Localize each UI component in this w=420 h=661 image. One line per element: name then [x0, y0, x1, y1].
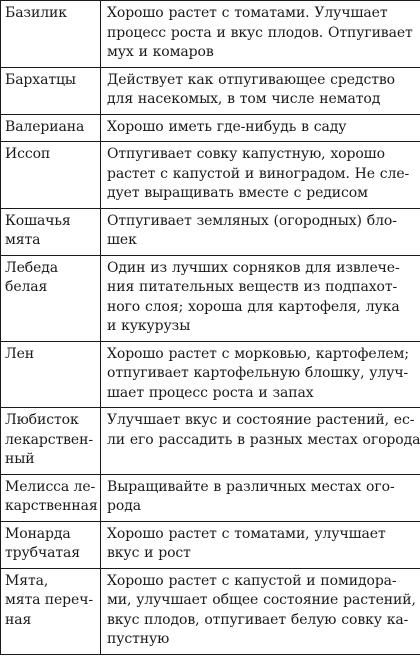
plant-description-line: Улучшает вкус и состояние растений, ес-: [107, 412, 415, 428]
plant-description-line: шает процесс роста и запах: [107, 384, 314, 401]
plant-name-line: Мелисса ле-: [5, 478, 96, 495]
plant-description-line: дует выращивать вместе с редисом: [107, 185, 368, 201]
plant-name-cell: [1, 255, 101, 341]
plant-description-cell: [101, 568, 420, 654]
plant-description-line: шек: [107, 232, 137, 248]
plant-name-line: Базилик: [5, 5, 67, 21]
plant-name-line: ная: [5, 611, 32, 628]
plant-description-line: Хорошо иметь где-нибудь в саду: [107, 118, 347, 135]
plant-description-line: ли его рассадить в разных местах огорода: [107, 431, 420, 448]
plant-description-line: Отпугивает совку капустную, хорошо: [107, 146, 385, 162]
plant-name-line: Любисток: [5, 412, 79, 428]
plant-name-line: Мята,: [5, 572, 49, 589]
plant-description-cell: [101, 521, 420, 568]
plant-name-line: Валериана: [5, 118, 85, 135]
plant-name-line: Монарда: [5, 525, 71, 542]
plant-description-cell: [101, 67, 420, 114]
plant-description-line: отпугивает картофельную блошку, улуч-: [107, 365, 409, 381]
plant-name-cell: [1, 408, 101, 475]
plant-name-line: мята переч-: [5, 592, 94, 608]
table-row: [1, 114, 420, 142]
table-row: [1, 521, 420, 568]
plant-description-line: вкус и рост: [107, 545, 191, 561]
plant-description-line: пустную: [107, 631, 170, 647]
plant-description-line: Выращивайте в различных местах ого-: [107, 478, 395, 495]
plant-description-line: растет с капустой и виноградом. Не сле-: [107, 165, 410, 182]
plant-name-line: лекарствен-: [5, 431, 93, 448]
table-row: [1, 67, 420, 114]
plant-description-line: Хорошо растет с морковью, картофелем;: [107, 345, 409, 362]
table-row: [1, 208, 420, 255]
table-row: [1, 474, 420, 521]
plant-name-cell: [1, 1, 101, 68]
plant-description-line: вкус плодов, отпугивает белую совку ка-: [107, 611, 409, 628]
plant-name-line: Кошачья: [5, 212, 71, 229]
plant-name-line: мята: [5, 232, 41, 248]
plant-description-line: для насекомых, в том числе нематод: [107, 91, 381, 107]
plant-name-cell: [1, 568, 101, 654]
table-row: [1, 255, 420, 341]
plant-name-cell: [1, 114, 101, 142]
table-row: [1, 142, 420, 209]
table-body: [1, 1, 420, 655]
plant-name-line: Иссоп: [5, 146, 51, 162]
plant-name-line: ный: [5, 451, 35, 467]
plant-name-cell: [1, 521, 101, 568]
table-row: [1, 341, 420, 408]
plant-description-cell: [101, 474, 420, 521]
plant-name-line: карственная: [5, 498, 98, 514]
plant-name-cell: [1, 142, 101, 209]
plant-name-cell: [1, 208, 101, 255]
plant-description-line: рода: [107, 498, 141, 514]
plant-description-line: Хорошо растет с томатами, улучшает: [107, 525, 386, 542]
plant-description-line: Действует как отпугивающее средство: [107, 71, 395, 88]
table-row: [1, 408, 420, 475]
plant-description-line: Хорошо растет с томатами. Улучшает: [107, 5, 388, 21]
plant-description-cell: [101, 142, 420, 209]
plant-description-line: мух и комаров: [107, 44, 214, 60]
plant-description-cell: [101, 208, 420, 255]
plant-description-line: Один из лучших сорняков для извлече-: [107, 259, 400, 276]
plant-description-line: ния питательных веществ из подпахот-: [107, 279, 398, 295]
plant-description-line: ми, улучшает общее состояние растений,: [107, 592, 416, 608]
plant-name-line: Лен: [5, 345, 34, 362]
table-row: [1, 1, 420, 68]
plant-description-cell: [101, 341, 420, 408]
plant-description-cell: [101, 1, 420, 68]
plant-description-line: Хорошо растет с капустой и помидора-: [107, 572, 397, 589]
plant-description-line: Отпугивает земляных (огородных) бло-: [107, 212, 397, 229]
plant-description-line: и кукурузы: [107, 318, 191, 334]
plant-name-line: Лебеда: [5, 259, 59, 276]
plant-description-cell: [101, 255, 420, 341]
plant-name-line: Бархатцы: [5, 71, 76, 88]
plant-name-cell: [1, 341, 101, 408]
plant-name-cell: [1, 67, 101, 114]
plant-description-line: ного слоя; хороша для картофеля, лука: [107, 298, 400, 315]
plant-description-cell: [101, 114, 420, 142]
plant-name-line: трубчатая: [5, 545, 80, 561]
table-row: [1, 568, 420, 654]
plant-description-line: процесс роста и вкус плодов. Отпугивает: [107, 24, 413, 41]
plant-name-cell: [1, 474, 101, 521]
plant-description-cell: [101, 408, 420, 475]
plant-name-line: белая: [5, 279, 48, 295]
